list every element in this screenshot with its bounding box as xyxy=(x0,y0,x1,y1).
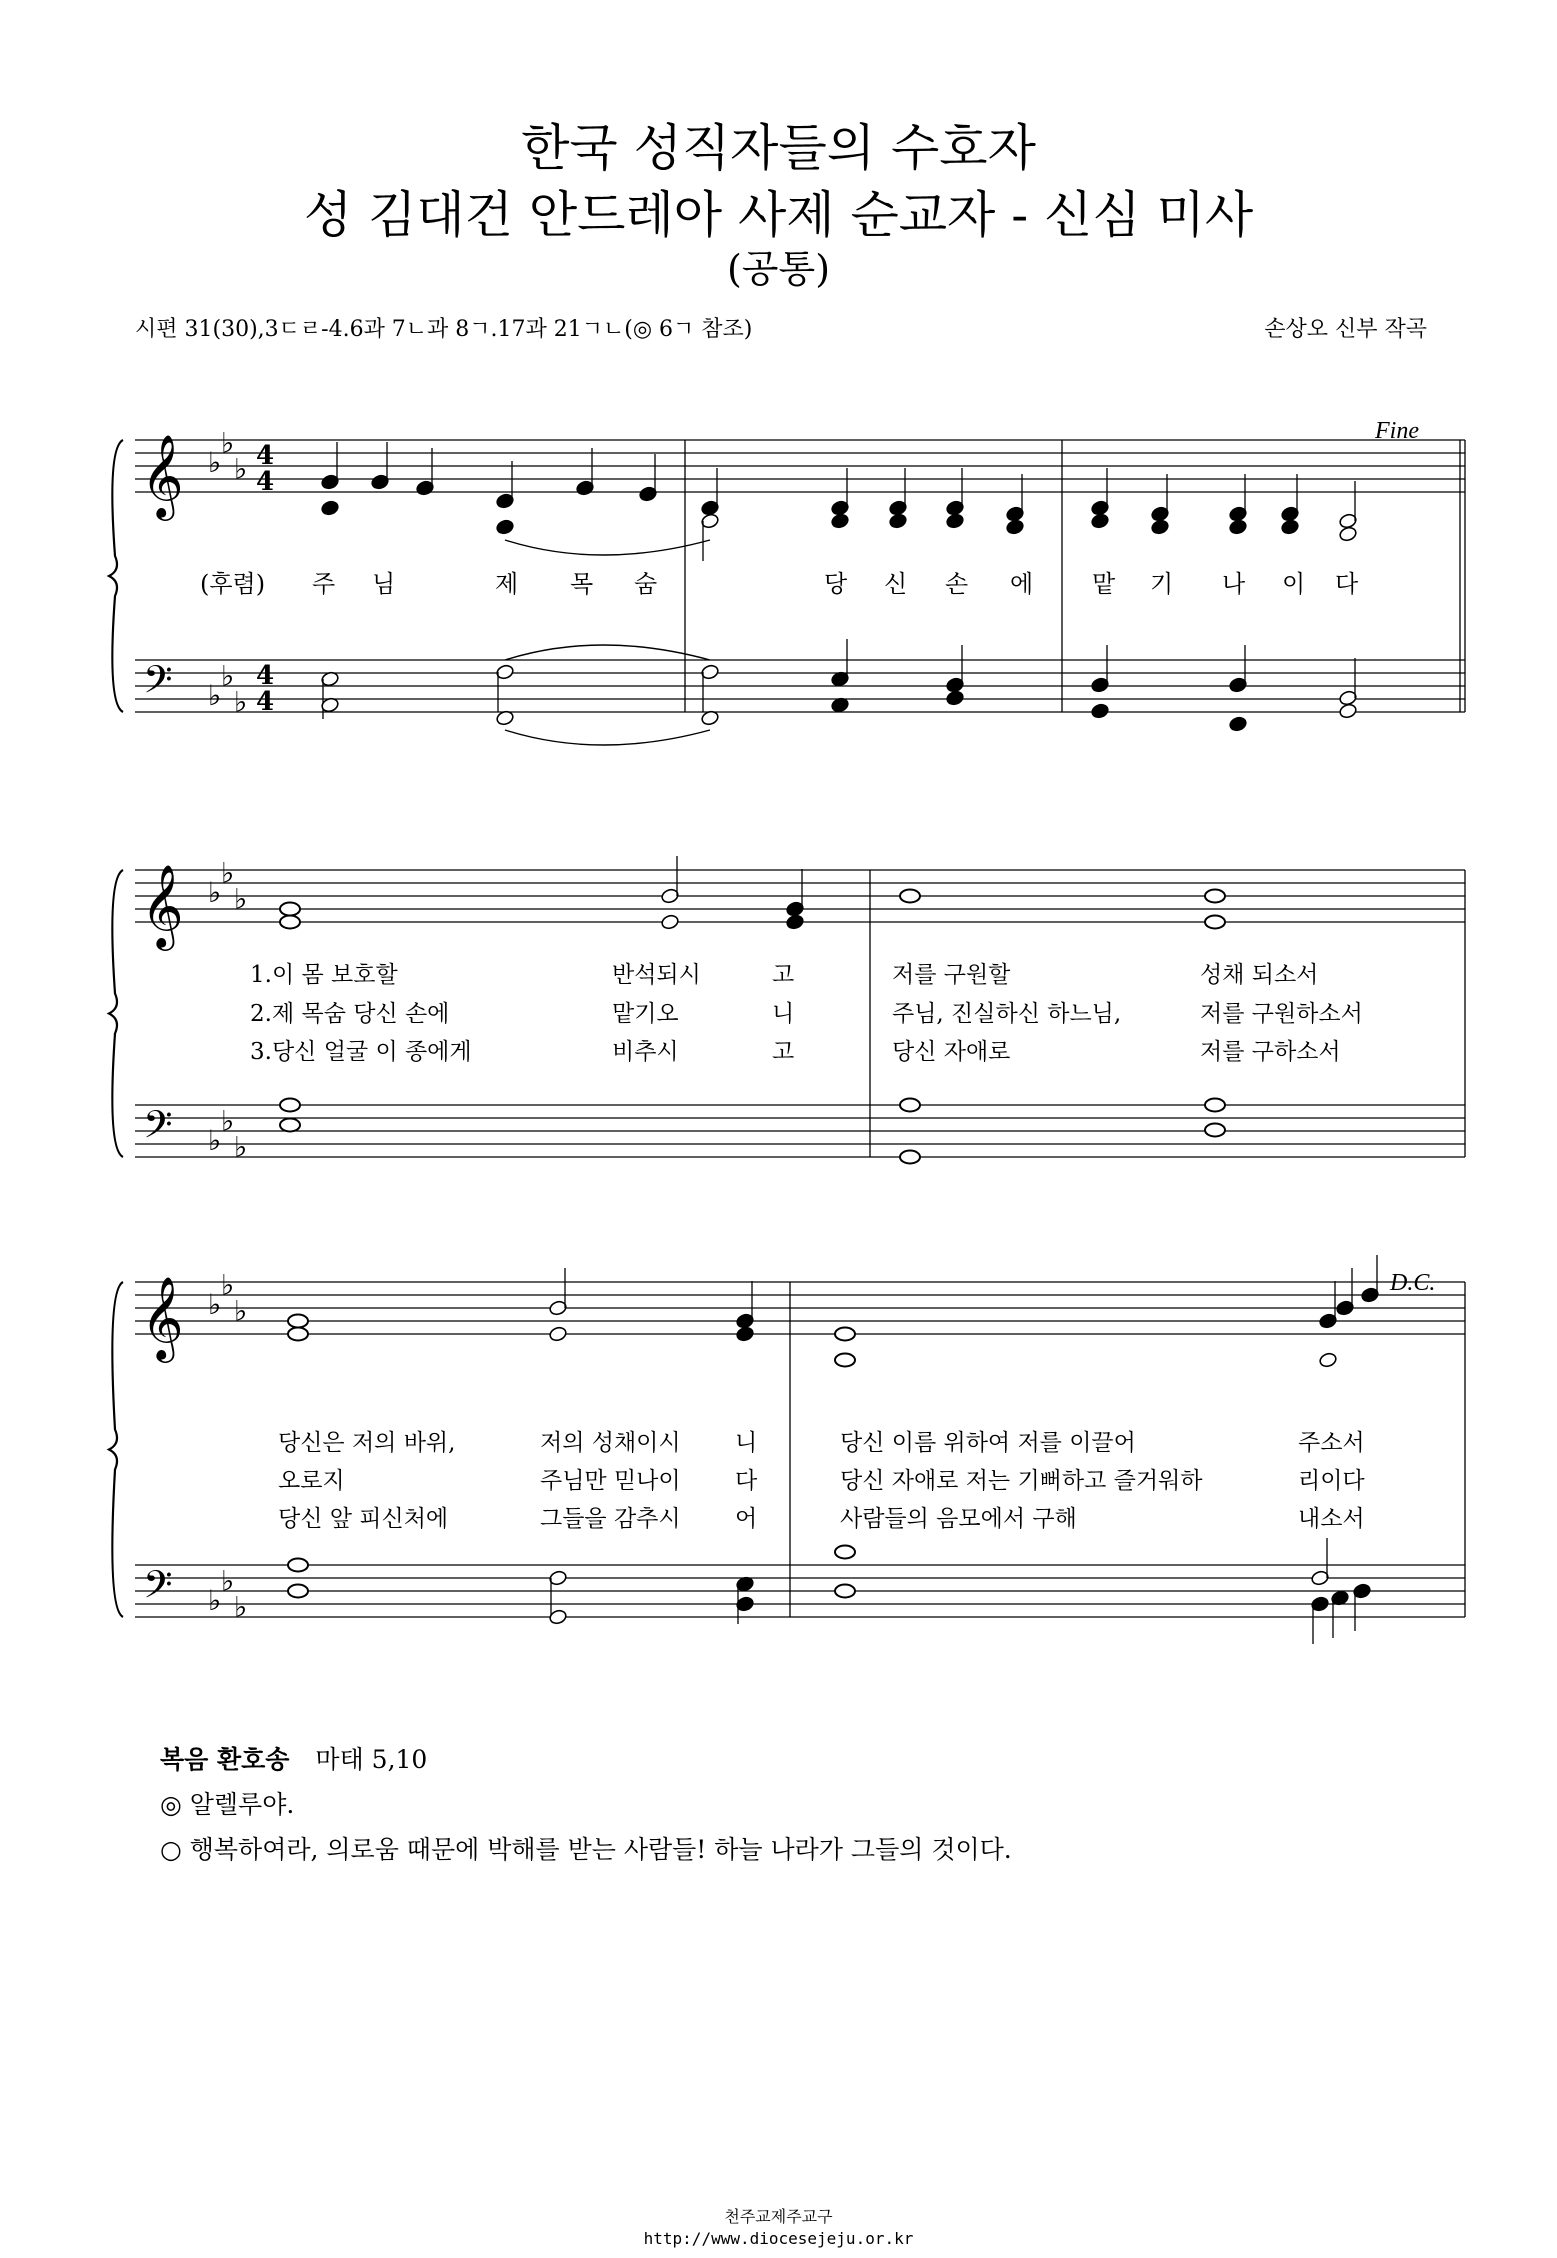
time-signature-top: 4 xyxy=(256,441,275,471)
harmony-note xyxy=(888,513,907,530)
harmony-note xyxy=(1228,519,1247,536)
lyric-syllable: 맡 xyxy=(1092,570,1116,598)
tie-curve xyxy=(505,645,710,660)
harmony-note xyxy=(495,519,514,536)
whole-note xyxy=(900,1151,920,1164)
system2-lyrics xyxy=(250,962,1363,1065)
whole-note xyxy=(1205,916,1225,929)
half-note xyxy=(1318,1352,1337,1369)
whole-note xyxy=(900,890,920,903)
harmony-note xyxy=(1090,513,1109,530)
key-flat: ♭ xyxy=(234,685,248,719)
lyric-syllable: 당 xyxy=(824,570,848,598)
system-brace xyxy=(109,1282,123,1617)
lyric-syllable: 목 xyxy=(570,570,594,598)
lyric-syllable: 숨 xyxy=(634,570,658,598)
verse1-phrase: 저의 성채이시 xyxy=(540,1430,681,1456)
whole-note xyxy=(288,1328,308,1341)
acclamation-response: ◎ 알렐루야. xyxy=(160,1790,295,1819)
verse2-phrase: 오로지 xyxy=(278,1468,345,1494)
lyric-syllable: 제 xyxy=(495,570,519,598)
key-flat: ♭ xyxy=(208,679,222,712)
diocese-url: http://www.diocesejeju.or.kr xyxy=(643,2229,914,2248)
verse2-phrase: 당신 자애로 저는 기뻐하고 즐거워하 xyxy=(840,1468,1203,1494)
bass-clef: 𝄢 xyxy=(143,657,173,711)
key-flat: ♭ xyxy=(221,1268,235,1302)
whole-note xyxy=(280,1119,300,1132)
half-note xyxy=(548,1326,567,1343)
whole-note xyxy=(835,1546,855,1559)
lyric-syllable: 에 xyxy=(1010,570,1034,598)
system-brace xyxy=(109,870,123,1157)
lyric-syllable: 신 xyxy=(884,570,908,598)
verse2-phrase: 리이다 xyxy=(1298,1468,1365,1494)
key-flat: ♭ xyxy=(208,1288,222,1321)
tie-curve xyxy=(505,730,710,745)
verse2-phrase: 저를 구원하소서 xyxy=(1200,1001,1363,1027)
bass-clef: 𝄢 xyxy=(143,1102,173,1156)
verse2-phrase: 2.제 목숨 당신 손에 xyxy=(250,1001,450,1027)
whole-note xyxy=(1205,1099,1225,1112)
lyric-refrain-label: (후렴) xyxy=(200,570,266,598)
whole-note xyxy=(280,916,300,929)
key-flat: ♭ xyxy=(208,1124,222,1157)
key-flat: ♭ xyxy=(208,1584,222,1617)
composer-credit: 손상오 신부 작곡 xyxy=(1264,317,1427,342)
bass-note xyxy=(1090,703,1109,720)
key-flat: ♭ xyxy=(234,1590,248,1624)
whole-note xyxy=(835,1328,855,1341)
verse1-phrase: 고 xyxy=(772,962,795,988)
quarter-note xyxy=(785,914,804,931)
bass-note xyxy=(1338,703,1357,720)
verse3-phrase: 당신 앞 피신처에 xyxy=(278,1506,449,1532)
verse2-phrase: 주님만 믿나이 xyxy=(540,1468,681,1494)
verse2-phrase: 니 xyxy=(772,1001,795,1027)
acclamation-verse: ○ 행복하여라, 의로움 때문에 박해를 받는 사람들! 하늘 나라가 그들의 것이다. xyxy=(160,1835,1012,1864)
verse2-phrase: 맡기오 xyxy=(612,1001,679,1027)
key-flat: ♭ xyxy=(208,446,222,479)
treble-clef: 𝄞 xyxy=(141,863,184,947)
key-flat: ♭ xyxy=(234,1294,248,1328)
whole-note xyxy=(280,903,300,916)
verse1-phrase: 성채 되소서 xyxy=(1200,962,1319,988)
half-note xyxy=(660,914,679,931)
verse1-phrase: 당신은 저의 바위, xyxy=(278,1430,456,1456)
diocese-name: 천주교제주교구 xyxy=(724,2207,833,2226)
gospel-acclamation-heading xyxy=(160,1740,427,1776)
lyric-syllable: 이 xyxy=(1282,570,1306,598)
key-flat: ♭ xyxy=(221,659,235,693)
key-flat: ♭ xyxy=(234,1130,248,1164)
key-flat: ♭ xyxy=(221,1104,235,1138)
verse3-phrase: 사람들의 음모에서 구해 xyxy=(840,1506,1077,1532)
lyric-syllable: 다 xyxy=(1335,570,1359,598)
harmony-note xyxy=(320,500,339,517)
page-footer xyxy=(0,2206,1557,2250)
title-line-2: 성 김대건 안드레아 사제 순교자 - 신심 미사 xyxy=(303,186,1254,244)
time-signature-bottom: 4 xyxy=(256,687,275,717)
whole-note xyxy=(288,1315,308,1328)
quarter-note xyxy=(735,1326,754,1343)
verse3-phrase: 저를 구하소서 xyxy=(1200,1039,1341,1065)
whole-note xyxy=(835,1585,855,1598)
harmony-note xyxy=(1005,519,1024,536)
verse1-phrase: 주소서 xyxy=(1298,1430,1365,1456)
lyric-syllable: 주 xyxy=(312,570,336,598)
harmony-note xyxy=(1280,519,1299,536)
bass-note xyxy=(945,690,964,707)
lyric-syllable: 님 xyxy=(372,570,396,598)
acclamation-title: 복음 환호송 xyxy=(160,1745,290,1774)
verse3-phrase: 그들을 감추시 xyxy=(540,1506,681,1532)
verse2-phrase: 주님, 진실하신 하느님, xyxy=(892,1001,1122,1027)
verse3-phrase: 비추시 xyxy=(612,1039,679,1065)
verse3-phrase: 당신 자애로 xyxy=(892,1039,1011,1065)
key-flat: ♭ xyxy=(208,876,222,909)
lyric-syllable: 손 xyxy=(945,570,969,598)
harmony-note xyxy=(830,513,849,530)
whole-note xyxy=(1205,1124,1225,1137)
verse1-phrase: 반석되시 xyxy=(612,962,701,988)
bass-note xyxy=(1228,716,1247,733)
treble-clef: 𝄞 xyxy=(141,433,184,517)
title-line-3: (공통) xyxy=(726,247,831,291)
half-note xyxy=(1338,526,1357,543)
psalm-source: 시편 31(30),3ㄷㄹ-4.6과 7ㄴ과 8ㄱ.17과 21ㄱㄴ(◎ 6ㄱ 참조) xyxy=(135,317,753,342)
key-flat: ♭ xyxy=(234,882,248,916)
tie-curve xyxy=(505,540,710,555)
whole-note xyxy=(280,1099,300,1112)
time-signature-top: 4 xyxy=(256,661,275,691)
time-signature-bottom: 4 xyxy=(256,467,275,497)
verse2-phrase: 다 xyxy=(735,1468,758,1494)
harmony-note xyxy=(1150,519,1169,536)
verse1-phrase: 당신 이름 위하여 저를 이끌어 xyxy=(840,1430,1136,1456)
whole-note xyxy=(835,1354,855,1367)
system-brace xyxy=(109,440,123,712)
key-flat: ♭ xyxy=(234,452,248,486)
acclamation-reference: 마태 5,10 xyxy=(315,1745,428,1774)
verse1-phrase: 니 xyxy=(735,1430,758,1456)
verse1-phrase: 1.이 몸 보호할 xyxy=(250,962,398,988)
title-line-1: 한국 성직자들의 수호자 xyxy=(521,119,1036,177)
verse3-phrase: 어 xyxy=(735,1506,758,1532)
verse1-phrase: 저를 구원할 xyxy=(892,962,1011,988)
bass-clef: 𝄢 xyxy=(143,1562,173,1616)
key-flat: ♭ xyxy=(221,1564,235,1598)
lyric-syllable: 나 xyxy=(1222,570,1246,598)
whole-note xyxy=(288,1585,308,1598)
system3-lyrics xyxy=(278,1430,1365,1532)
key-flat: ♭ xyxy=(221,856,235,890)
dc-marking: D.C. xyxy=(1390,1270,1436,1296)
verse3-phrase: 내소서 xyxy=(1298,1506,1365,1532)
whole-note xyxy=(1205,890,1225,903)
whole-note xyxy=(288,1559,308,1572)
treble-clef: 𝄞 xyxy=(141,1275,184,1359)
fine-marking: Fine xyxy=(1375,418,1419,444)
verse3-phrase: 3.당신 얼굴 이 종에게 xyxy=(250,1039,472,1065)
system1-lyrics xyxy=(200,570,1359,598)
lyric-syllable: 기 xyxy=(1150,570,1174,598)
verse3-phrase: 고 xyxy=(772,1039,795,1065)
whole-note xyxy=(900,1099,920,1112)
key-flat: ♭ xyxy=(221,426,235,460)
harmony-note xyxy=(945,513,964,530)
